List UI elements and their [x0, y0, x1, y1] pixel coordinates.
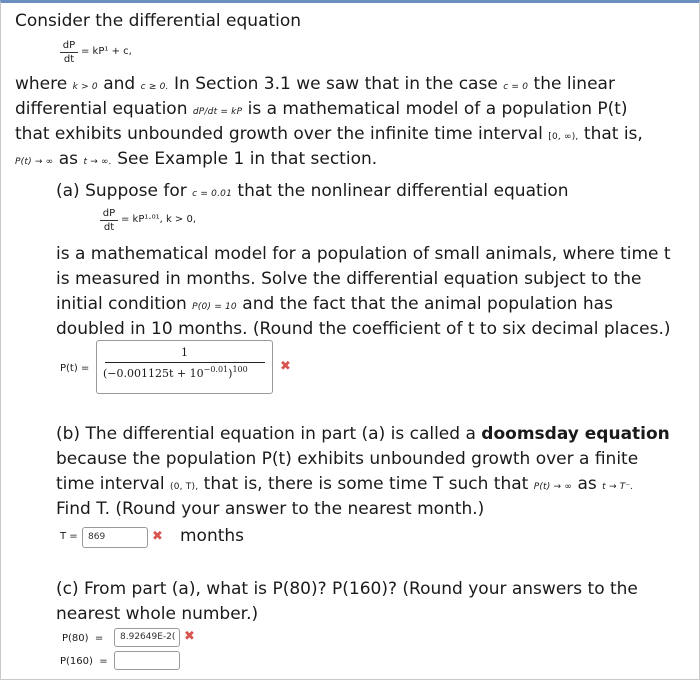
t-units: months	[180, 526, 245, 546]
p160-label: P(160) =	[60, 656, 108, 667]
intro-line-2: where k > 0 and c ≥ 0. In Section 3.1 we saw that in the case c = 0 the linear	[15, 74, 615, 94]
part-a-line-1: (a) Suppose for c = 0.01 that the nonlinear differential equation	[56, 181, 569, 201]
p80-label: P(80) =	[62, 633, 104, 644]
part-b-line-4: Find T. (Round your answer to the nearest month.)	[56, 499, 485, 519]
part-a-line-4: initial condition P(0) = 10 and the fact that the animal population has	[56, 294, 613, 314]
t-answer-label: T =	[60, 531, 78, 542]
part-a-line-5: doubled in 10 months. (Round the coefficient of t to six decimal places.)	[56, 319, 671, 339]
pt-answer-input[interactable]: 1 $(-0.001125t + 10^{-0.01})^{100}$	[96, 340, 273, 394]
incorrect-icon: ✖	[280, 359, 291, 374]
t-answer-input[interactable]: 869	[82, 527, 148, 548]
part-b-line-2: because the population P(t) exhibits unbounded growth over a finite	[56, 449, 639, 469]
part-a-line-2: is a mathematical model for a population of small animals, where time t	[56, 244, 671, 264]
intro-line-3: differential equation dP/dt = kP is a mathematical model of a population P(t)	[15, 99, 628, 119]
part-c-line-1: (c) From part (a), what is P(80)? P(160)? (Round your answers to the	[56, 579, 638, 599]
p160-input[interactable]	[114, 651, 180, 670]
p80-input[interactable]: 8.92649E-2(	[114, 628, 180, 647]
incorrect-icon: ✖	[184, 629, 195, 644]
intro-line-1: Consider the differential equation	[15, 11, 302, 31]
intro-line-5: P(t) → ∞ as t → ∞. See Example 1 in that section.	[15, 149, 378, 169]
pt-answer-label: P(t) =	[60, 363, 90, 374]
part-c-line-2: nearest whole number.)	[56, 604, 259, 624]
part-b-line-3: time interval (0, T), that is, there is some time T such that P(t) → ∞ as t → T⁻.	[56, 474, 634, 494]
part-b-line-1: (b) The differential equation in part (a) is called a doomsday equation	[56, 424, 670, 444]
pt-answer-denominator: $(-0.001125t + 10^{-0.01})^{100}$	[103, 365, 248, 380]
incorrect-icon: ✖	[152, 529, 163, 544]
part-a-line-3: is measured in months. Solve the differential equation subject to the	[56, 269, 642, 289]
intro-line-4: that exhibits unbounded growth over the infinite time interval [0, ∞), that is,	[15, 124, 643, 144]
